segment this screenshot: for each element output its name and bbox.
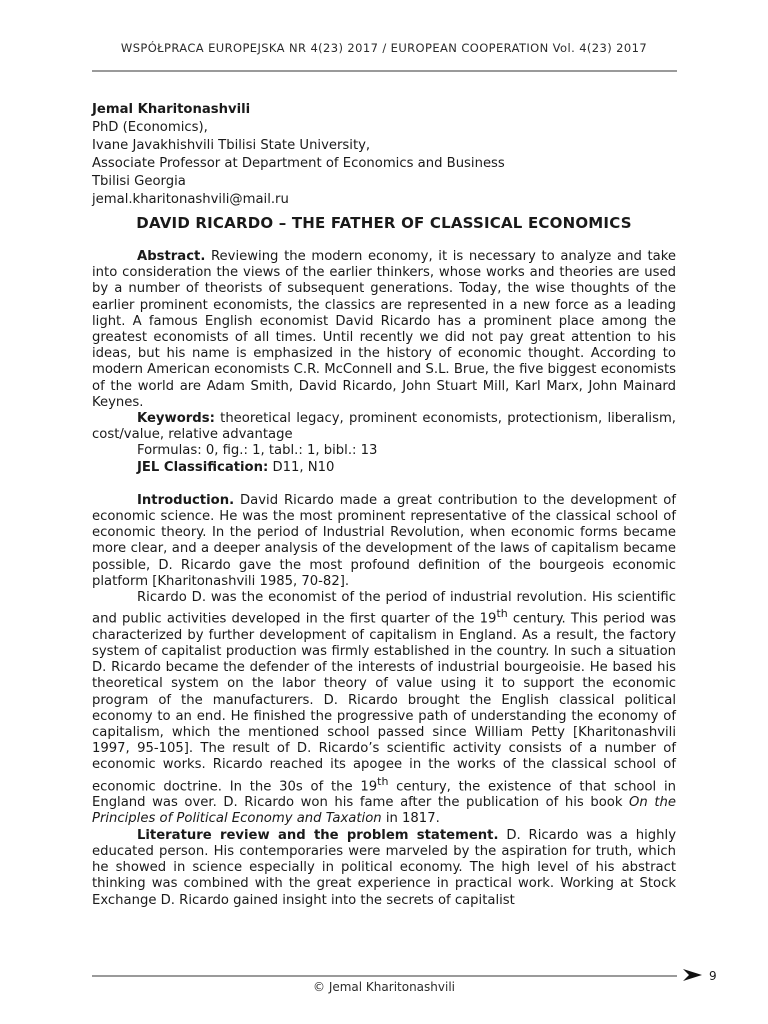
literature-label: Literature review and the problem statement. [137,827,499,843]
copyright-footer: © Jemal Kharitonashvili [313,980,455,994]
footer-divider [92,975,677,977]
abstract-text: Reviewing the modern economy, it is necessary to analyze and take into consideration the views of the earlier thinkers, whose works and theories are used by a number of theorists of subsequent generations. Today, the wise thoughts of the earlier prominent economists, the classics are represented in a new force as a leading light. A famous English economist David Ricardo has a prominent place among the greatest economists of all times. Until recently we did not pay great attention to his ideas, but his name is emphasized in the history of economic thought. According to modern American economists C.R. McConnell and S.L. Brue, the five biggest economists of the world are Adam Smith, David Ricardo, John Stuart Mill, Karl Marx, John Mainard Keynes. [92,249,676,410]
introduction-paragraph [92,493,676,590]
jel-text: D11, N10 [268,459,335,475]
body-text: century, the existence of that school in England was over. D. Ricardo won his fame after the publication of his book [92,779,676,811]
body-paragraph [92,590,676,828]
spacer [92,476,676,493]
book-title: On the Principles of Political Economy and Taxation [92,795,676,827]
introduction-label: Introduction. [137,492,235,508]
author-block [92,101,682,210]
superscript: th [496,607,508,621]
author-email: jemal.kharitonashvili@mail.ru [92,192,289,208]
keywords-label: Keywords: [137,411,215,427]
article-body [92,249,676,909]
page-number: 9 [709,969,717,983]
abstract-paragraph [92,249,676,411]
body-text: in 1817. [381,811,440,827]
author-name: Jemal Kharitonashvili [92,102,251,117]
jel-label: JEL Classification: [137,459,269,475]
article-title: DAVID RICARDO – THE FATHER OF CLASSICAL ECONOMICS [136,214,632,232]
superscript: th [377,774,389,788]
literature-paragraph [92,828,676,909]
abstract-label: Abstract. [137,249,206,264]
jel-line [92,460,676,476]
header-divider [92,70,677,72]
author-position: Associate Professor at Department of Economics and Business [92,156,505,172]
author-degree: PhD (Economics), [92,120,208,136]
keywords-text: theoretical legacy, prominent economists, protectionism, liberalism, cost/value, relative advantage [92,411,676,443]
author-location: Tbilisi Georgia [92,174,186,190]
formulas-line: Formulas: 0, fig.: 1, tabl.: 1, bibl.: 13 [137,443,378,459]
body-text: century. This period was characterized by further development of capitalism in England. As a result, the factory system of capitalist production was firmly established in the country. In such a situation D. Ricardo became the defender of the interests of industrial bourgeoisie. He based his theoretical system on the labor theory of value using it to support the economic program of the manufacturers. D. Ricardo brought the English classical political economy to an end. He finished the progressive path of understanding the economy of capitalism, which the mentioned school passed since William Petty [Kharitonashvili 1997, 95-105]. The result of D. Ricardo’s scientific activity consists of a number of economic works. Ricardo reached its apogee in the works of the classical school of economic doctrine. In the 30s of the 19 [92,611,677,795]
keywords-paragraph [92,411,676,443]
introduction-text: David Ricardo made a great contribution to the development of economic science. He was the most prominent representative of the classical school of economic theory. In the period of Industrial Revolution, when economic forms became more clear, and a deeper analysis of the development of the laws of capitalism became possible, D. Ricardo gave the most profound definition of the bourgeois economic platform [Kharitonashvili 1985, 70-82]. [92,492,676,589]
literature-text: D. Ricardo was a highly educated person. His contemporaries were marveled by the aspiration for truth, which he showed in science especially in political economy. The high level of his abstract thinking was combined with the great experience in practical work. Working at Stock Exchange D. Ricardo gained insight into the secrets of capitalist [92,827,676,908]
author-university: Ivane Javakhishvili Tbilisi State University, [92,138,371,154]
body-text: Ricardo D. was the economist of the period of industrial revolution. His scientific and public activities developed in the first quarter of the 19 [92,590,676,627]
journal-header: WSPÓŁPRACA EUROPEJSKA NR 4(23) 2017 / EUROPEAN COOPERATION Vol. 4(23) 2017 [120,41,648,55]
